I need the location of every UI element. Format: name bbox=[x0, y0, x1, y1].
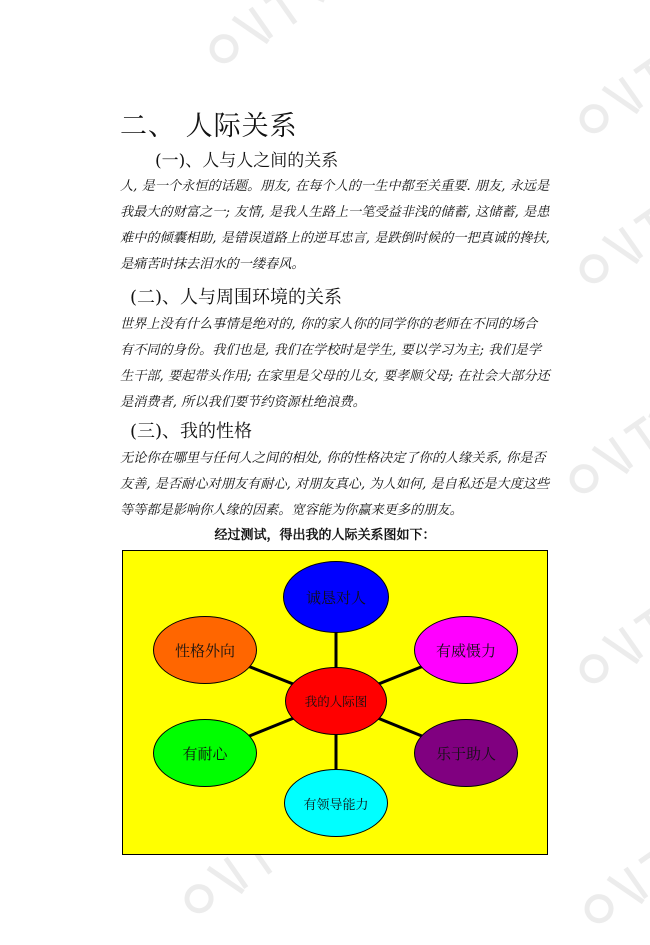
node-label: 有领导能力 bbox=[303, 797, 369, 813]
watermark-icon bbox=[195, 0, 336, 82]
watermark-icon bbox=[570, 818, 650, 942]
node-helpful bbox=[414, 719, 518, 787]
node-label: 乐于助人 bbox=[435, 744, 496, 763]
section-heading: 二、 人际关系 bbox=[120, 111, 298, 142]
watermark-icon bbox=[565, 178, 650, 302]
node-label: 性格外向 bbox=[174, 641, 235, 660]
watermark-icon bbox=[555, 388, 650, 512]
node-label: 有耐心 bbox=[182, 744, 228, 763]
node-sincere bbox=[283, 561, 389, 633]
center-label: 我的人际图 bbox=[304, 694, 368, 709]
node-label: 诚恳对人 bbox=[305, 588, 366, 607]
subsection-heading-3: (三)、我的性格 bbox=[130, 421, 253, 442]
subsection-heading-2: (二)、人与周围环境的关系 bbox=[130, 287, 343, 308]
paragraph-2: 世界上没有什么事情是绝对的, 你的家人你的同学你的老师在不同的场合有不同的身份。我们也是, 我们在学校时是学生, 要以学习为主; 我们是学生干部, 要起带头作用; 在家里是父母的儿女, 要孝顺父母; 在社会大部分还是消费者, 所以我们要节约资源杜绝浪费。 bbox=[120, 317, 550, 410]
node-outgoing bbox=[153, 616, 257, 684]
watermark-icon bbox=[565, 28, 650, 152]
node-center bbox=[285, 667, 387, 735]
paragraph-3: 无论你在哪里与任何人之间的相处, 你的性格决定了你的人缘关系, 你是否友善, 是否耐心对朋友有耐心, 对朋友真心, 为人如何, 是自私还是大度这些等等都是影响你人缘的因素。宽容能为你赢来更多的朋友。 bbox=[120, 451, 550, 518]
diagram-caption: 经过测试，得出我的人际关系图如下： bbox=[214, 528, 436, 543]
node-patient bbox=[153, 719, 257, 787]
watermark-icon bbox=[565, 578, 650, 702]
node-leadership bbox=[284, 769, 388, 837]
node-authority bbox=[414, 616, 518, 684]
relationship-diagram bbox=[122, 550, 548, 855]
subsection-heading-1: (一)、人与人之间的关系 bbox=[155, 151, 339, 171]
paragraph-1: 人, 是一个永恒的话题。朋友, 在每个人的一生中都至关重要. 朋友, 永远是我最大的财富之一; 友情, 是我人生路上一笔受益非浅的储蓄, 这储蓄, 是患难中的倾囊相助, 是错误道路上的逆耳忠言, 是跌倒时候的一把真诚的搀扶, 是痛苦时抹去泪水的一缕春风。 bbox=[120, 179, 550, 272]
node-label: 有威慑力 bbox=[435, 641, 496, 660]
